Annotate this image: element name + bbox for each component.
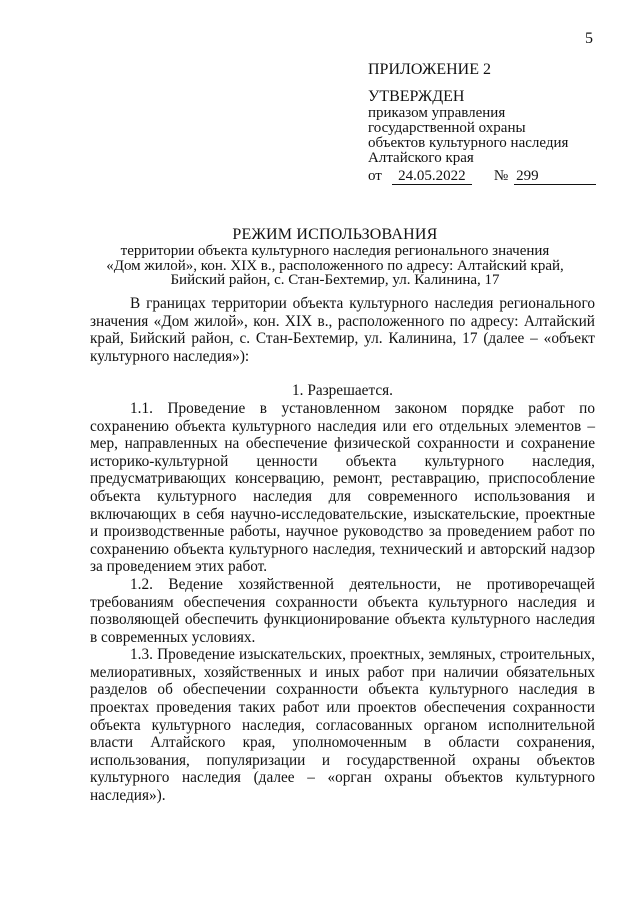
number-label: № — [493, 168, 509, 184]
document-title: РЕЖИМ ИСПОЛЬЗОВАНИЯ — [232, 226, 438, 243]
document-title-block — [85, 226, 585, 288]
page-number: 5 — [585, 30, 593, 47]
approval-date: 24.05.2022 — [392, 168, 472, 185]
approval-line: Алтайского края — [368, 150, 474, 166]
appendix-heading: ПРИЛОЖЕНИЕ 2 — [368, 61, 492, 78]
approved-label: УТВЕРЖДЕН — [368, 88, 465, 105]
subtitle-line: территории объекта культурного наследия регионального значения — [120, 243, 550, 259]
item-paragraph: 1.2. Ведение хозяйственной деятельности, не противоречащей требованиям обеспечения сохранности объекта культурного наследия и позволяющей обеспечить функционирование объекта культурного наследия в современных условиях. — [90, 575, 595, 646]
item-paragraph: 1.3. Проведение изыскательских, проектных, земляных, строительных, мелиоративных, хозяйственных и иных работ при наличии обязательных разделов об обеспечении сохранности объекта культурного наследия в проектах проведения таких работ или проектов обеспечения сохранности объекта культурного наследия, согласованных органом исполнительной власти Алтайского края, уполномоченным в области сохранения, использования, популяризации и государственной охраны объектов культурного наследия (далее – «орган охраны объектов культурного наследия»). — [90, 646, 595, 805]
approval-line: объектов культурного наследия — [368, 135, 569, 151]
intro-paragraph: В границах территории объекта культурного наследия регионального значения «Дом жилой», кон. XIX в., расположенного по адресу: Алтайский край, Бийский район, с. Стан-Бехтемир, ул. Калинина, 17 (далее – «объект культурного наследия»): — [90, 295, 595, 365]
approval-line: государственной охраны — [368, 120, 526, 136]
approval-line: приказом управления — [368, 105, 506, 121]
subtitle-line: «Дом жилой», кон. XIX в., расположенного по адресу: Алтайский край, — [106, 257, 564, 274]
document-body — [90, 295, 595, 805]
item-paragraph: 1.1. Проведение в установленном законом порядке работ по сохранению объекта культурного наследия или его отдельных элементов – мер, направленных на обеспечение физической сохранности и сохранение историко-культурной ценности объекта культурного наследия, предусматривающих консервацию, ремонт, реставрацию, приспособление объекта культурного наследия для современного использования и включающих в себя научно-исследовательские, изыскательские, проектные и производственные работы, научное руководство за проведением работ по сохранению объекта культурного наследия, технический и авторский надзор за проведением этих работ. — [90, 399, 595, 576]
date-prefix: от — [368, 168, 382, 184]
date-number-row — [368, 168, 613, 185]
subtitle-line: Бийский район, с. Стан-Бехтемир, ул. Калинина, 17 — [170, 272, 500, 288]
section-title: 1. Разрешается. — [292, 382, 393, 400]
approval-number: 299 — [514, 168, 596, 185]
approval-block — [368, 61, 613, 185]
